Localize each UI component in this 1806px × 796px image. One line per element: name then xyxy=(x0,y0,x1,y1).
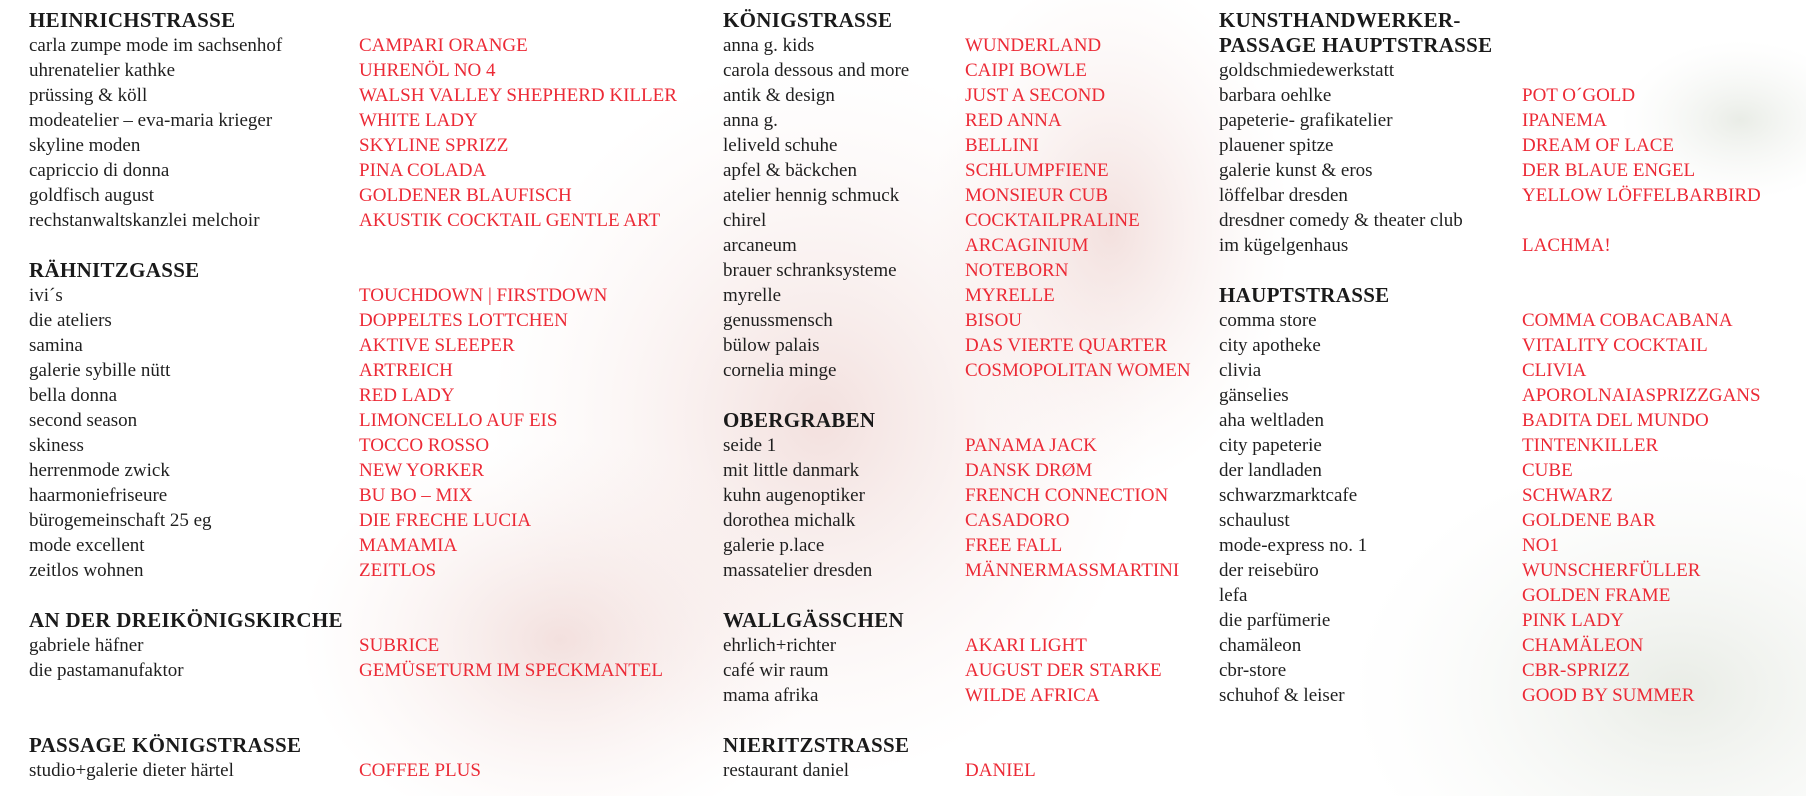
shop-name: die ateliers xyxy=(29,310,112,331)
shop-name: city papeterie xyxy=(1219,435,1322,456)
shop-name: carla zumpe mode im sachsenhof xyxy=(29,35,283,56)
shop-name: anna g. xyxy=(723,110,778,131)
list-item xyxy=(723,758,1191,783)
drink-name: RED LADY xyxy=(359,385,455,406)
section-hauptstrasse xyxy=(1219,283,1761,708)
list-item xyxy=(29,283,677,308)
section-an-der-dreikoenigskirche xyxy=(29,608,677,683)
drink-name: COMMA COBACABANA xyxy=(1522,310,1733,331)
shop-name: skyline moden xyxy=(29,135,141,156)
shop-name: brauer schranksysteme xyxy=(723,260,897,281)
list-item xyxy=(29,633,677,658)
drink-name: APOROLNAIASPRIZZGANS xyxy=(1522,385,1761,406)
list-item xyxy=(29,658,677,683)
drink-name: DANIEL xyxy=(965,760,1036,781)
column-right xyxy=(1219,8,1761,708)
shop-name: rechstanwaltskanzlei melchoir xyxy=(29,210,260,231)
list-item xyxy=(723,208,1191,233)
shop-name: herrenmode zwick xyxy=(29,460,170,481)
drink-name: MYRELLE xyxy=(965,285,1055,306)
drink-name: NEW YORKER xyxy=(359,460,485,481)
list-item xyxy=(1219,108,1761,133)
shop-name: samina xyxy=(29,335,83,356)
column-middle xyxy=(723,8,1191,783)
shop-name: papeterie- grafikatelier xyxy=(1219,110,1393,131)
shop-name: bella donna xyxy=(29,385,118,406)
section-title: AN DER DREIKÖNIGSKIRCHE xyxy=(29,608,343,632)
shop-name: zeitlos wohnen xyxy=(29,560,144,581)
list-item xyxy=(1219,183,1761,208)
shop-name: bülow palais xyxy=(723,335,820,356)
list-item xyxy=(723,658,1191,683)
section-heinrichstrasse xyxy=(29,8,677,233)
section-title: OBERGRABEN xyxy=(723,408,876,432)
list-item xyxy=(1219,658,1761,683)
shop-name: cornelia minge xyxy=(723,360,837,381)
drink-name: RED ANNA xyxy=(965,110,1062,131)
list-item xyxy=(1219,633,1761,658)
shop-name: schuhof & leiser xyxy=(1219,685,1345,706)
shop-name: myrelle xyxy=(723,285,782,306)
drink-name: GOLDENE BAR xyxy=(1522,510,1656,531)
list-item xyxy=(723,683,1191,708)
list-item xyxy=(1219,608,1761,633)
list-item xyxy=(1219,683,1761,708)
section-koenigstrasse xyxy=(723,8,1191,383)
list-item xyxy=(723,308,1191,333)
list-item xyxy=(723,433,1191,458)
list-item xyxy=(1219,133,1761,158)
drink-name: DAS VIERTE QUARTER xyxy=(965,335,1168,356)
section-passage-koenigstrasse xyxy=(29,733,677,783)
drink-name: WUNDERLAND xyxy=(965,35,1102,56)
drink-name: WUNSCHERFÜLLER xyxy=(1522,560,1701,581)
drink-name: FREE FALL xyxy=(965,535,1063,556)
list-item xyxy=(723,508,1191,533)
list-item xyxy=(1219,358,1761,383)
drink-name: AKARI LIGHT xyxy=(965,635,1087,656)
shop-name: galerie p.lace xyxy=(723,535,825,556)
shop-name: skiness xyxy=(29,435,84,456)
drink-name: CUBE xyxy=(1522,460,1573,481)
list-item xyxy=(29,158,677,183)
shop-name: comma store xyxy=(1219,310,1317,331)
drink-name: DANSK DRØM xyxy=(965,460,1093,481)
list-item xyxy=(723,483,1191,508)
shop-name: clivia xyxy=(1219,360,1262,381)
list-item xyxy=(723,258,1191,283)
shop-name: schwarzmarktcafe xyxy=(1219,485,1358,506)
shop-name: city apotheke xyxy=(1219,335,1321,356)
shop-name: lefa xyxy=(1219,585,1248,606)
drink-name: TOCCO ROSSO xyxy=(359,435,490,456)
drink-name: SKYLINE SPRIZZ xyxy=(359,135,509,156)
list-item xyxy=(29,533,677,558)
section-title: PASSAGE KÖNIGSTRASSE xyxy=(29,733,302,757)
section-title: KÖNIGSTRASSE xyxy=(723,8,893,32)
shop-name: apfel & bäckchen xyxy=(723,160,857,181)
list-item xyxy=(723,283,1191,308)
drink-name: WALSH VALLEY SHEPHERD KILLER xyxy=(359,85,677,106)
shop-name: ivi´s xyxy=(29,285,63,306)
list-item xyxy=(1219,383,1761,408)
shop-name: ehrlich+richter xyxy=(723,635,837,656)
shop-name: mode excellent xyxy=(29,535,145,556)
drink-name: CAIPI BOWLE xyxy=(965,60,1087,81)
shop-name: atelier hennig schmuck xyxy=(723,185,900,206)
drink-name: COSMOPOLITAN WOMEN xyxy=(965,360,1191,381)
shop-name: bürogemeinschaft 25 eg xyxy=(29,510,212,531)
drink-name: ARTREICH xyxy=(359,360,453,381)
shop-name: galerie kunst & eros xyxy=(1219,160,1373,181)
list-item xyxy=(29,33,677,58)
list-item xyxy=(1219,308,1761,333)
shop-name: modeatelier – eva-maria krieger xyxy=(29,110,273,131)
shop-name: barbara oehlke xyxy=(1219,85,1332,106)
drink-name: IPANEMA xyxy=(1522,110,1607,131)
drink-name: VITALITY COCKTAIL xyxy=(1522,335,1708,356)
drink-name: UHRENÖL NO 4 xyxy=(359,60,496,81)
list-item xyxy=(723,333,1191,358)
shop-name: chirel xyxy=(723,210,767,231)
shop-name: der reisebüro xyxy=(1219,560,1319,581)
column-left xyxy=(29,8,677,783)
shop-name: goldfisch august xyxy=(29,185,155,206)
drink-name: SUBRICE xyxy=(359,635,440,656)
shop-name: plauener spitze xyxy=(1219,135,1334,156)
drink-name: COCKTAILPRALINE xyxy=(965,210,1140,231)
drink-name: WHITE LADY xyxy=(359,110,478,131)
drink-name: LIMONCELLO AUF EIS xyxy=(359,410,558,431)
shop-name: restaurant daniel xyxy=(723,760,850,781)
list-item xyxy=(1219,508,1761,533)
list-item xyxy=(29,358,677,383)
list-item xyxy=(1219,558,1761,583)
drink-name: AUGUST DER STARKE xyxy=(965,660,1162,681)
list-item xyxy=(29,133,677,158)
list-item xyxy=(723,233,1191,258)
shop-name: mama afrika xyxy=(723,685,819,706)
list-item xyxy=(29,408,677,433)
shop-name: anna g. kids xyxy=(723,35,815,56)
list-item xyxy=(29,508,677,533)
list-item xyxy=(29,433,677,458)
drink-name: GOLDEN FRAME xyxy=(1522,585,1671,606)
shop-name: kuhn augenoptiker xyxy=(723,485,865,506)
list-item xyxy=(1219,208,1761,233)
section-obergraben xyxy=(723,408,1191,583)
shop-name: die pastamanufaktor xyxy=(29,660,184,681)
drink-name: JUST A SECOND xyxy=(965,85,1106,106)
drink-name: ARCAGINIUM xyxy=(965,235,1089,256)
drink-name: DOPPELTES LOTTCHEN xyxy=(359,310,568,331)
list-item xyxy=(29,483,677,508)
drink-name: NO1 xyxy=(1522,535,1559,556)
shop-name: prüssing & köll xyxy=(29,85,148,106)
list-item xyxy=(29,308,677,333)
drink-name: DIE FRECHE LUCIA xyxy=(359,510,532,531)
list-item xyxy=(723,58,1191,83)
drink-name: ZEITLOS xyxy=(359,560,437,581)
shop-name: second season xyxy=(29,410,138,431)
shop-name: café wir raum xyxy=(723,660,829,681)
list-item xyxy=(1219,433,1761,458)
drink-name: MONSIEUR CUB xyxy=(965,185,1109,206)
list-item xyxy=(1219,483,1761,508)
list-item xyxy=(29,83,677,108)
shop-name: haarmoniefriseure xyxy=(29,485,168,506)
drink-name: GOOD BY SUMMER xyxy=(1522,685,1695,706)
shop-name: carola dessous and more xyxy=(723,60,910,81)
drink-name: SCHWARZ xyxy=(1522,485,1613,506)
drink-name: GEMÜSETURM IM SPECKMANTEL xyxy=(359,660,664,681)
list-item xyxy=(723,33,1191,58)
drink-name: CBR-SPRIZZ xyxy=(1522,660,1630,681)
shop-name: mode-express no. 1 xyxy=(1219,535,1368,556)
section-title: HAUPTSTRASSE xyxy=(1219,283,1390,307)
list-item xyxy=(723,633,1191,658)
drink-name: AKTIVE SLEEPER xyxy=(359,335,515,356)
list-item xyxy=(29,558,677,583)
list-item xyxy=(723,458,1191,483)
list-item xyxy=(29,383,677,408)
shop-name: schaulust xyxy=(1219,510,1290,531)
shop-name: goldschmiedewerkstatt xyxy=(1219,60,1395,81)
list-item xyxy=(29,108,677,133)
drink-name: COFFEE PLUS xyxy=(359,760,481,781)
shop-name: dorothea michalk xyxy=(723,510,856,531)
shop-name: antik & design xyxy=(723,85,835,106)
list-item xyxy=(29,183,677,208)
list-item xyxy=(723,83,1191,108)
section-raehnitzgasse xyxy=(29,258,677,583)
drink-name: BU BO – MIX xyxy=(359,485,473,506)
shop-name: löffelbar dresden xyxy=(1219,185,1348,206)
list-item xyxy=(723,358,1191,383)
list-item xyxy=(723,108,1191,133)
drink-name: PINK LADY xyxy=(1522,610,1624,631)
drink-name: WILDE AFRICA xyxy=(965,685,1100,706)
drink-name: TOUCHDOWN | FIRSTDOWN xyxy=(359,285,608,306)
section-title: HEINRICHSTRASSE xyxy=(29,8,236,32)
shop-name: studio+galerie dieter härtel xyxy=(29,760,234,781)
list-item xyxy=(723,183,1191,208)
shop-name: gabriele häfner xyxy=(29,635,144,656)
section-kunsthandwerker-passage xyxy=(1219,8,1761,258)
list-item xyxy=(723,558,1191,583)
list-item xyxy=(1219,58,1761,83)
section-nieritzstrasse xyxy=(723,733,1191,783)
shop-name: seide 1 xyxy=(723,435,777,456)
shop-name: capriccio di donna xyxy=(29,160,170,181)
shop-name: der landladen xyxy=(1219,460,1322,481)
shop-name: cbr-store xyxy=(1219,660,1287,681)
drink-name: DREAM OF LACE xyxy=(1522,135,1675,156)
drink-name: BISOU xyxy=(965,310,1023,331)
drink-name: AKUSTIK COCKTAIL GENTLE ART xyxy=(359,210,661,231)
list-item xyxy=(29,458,677,483)
shop-name: die parfümerie xyxy=(1219,610,1331,631)
drink-name: CLIVIA xyxy=(1522,360,1587,381)
section-title-line-1: KUNSTHANDWERKER- xyxy=(1219,8,1461,32)
drink-name: LACHMA! xyxy=(1522,235,1611,256)
shop-name: aha weltladen xyxy=(1219,410,1324,431)
shop-name: im kügelgenhaus xyxy=(1219,235,1349,256)
list-item xyxy=(1219,158,1761,183)
drink-name: PINA COLADA xyxy=(359,160,487,181)
shop-name: galerie sybille nütt xyxy=(29,360,171,381)
drink-name: MAMAMIA xyxy=(359,535,458,556)
drink-name: TINTENKILLER xyxy=(1522,435,1659,456)
shop-name: arcaneum xyxy=(723,235,797,256)
shop-name: mit little danmark xyxy=(723,460,860,481)
list-item xyxy=(1219,408,1761,433)
section-title-line-2: PASSAGE HAUPTSTRASSE xyxy=(1219,33,1493,57)
section-title: RÄHNITZGASSE xyxy=(29,258,200,282)
drink-name: MÄNNERMASSMARTINI xyxy=(965,560,1180,581)
shop-name: uhrenatelier kathke xyxy=(29,60,176,81)
list-item xyxy=(1219,458,1761,483)
shop-name: chamäleon xyxy=(1219,635,1302,656)
drink-name: GOLDENER BLAUFISCH xyxy=(359,185,572,206)
section-title: NIERITZSTRASSE xyxy=(723,733,910,757)
list-item xyxy=(723,533,1191,558)
drink-name: BELLINI xyxy=(965,135,1039,156)
shop-name: dresdner comedy & theater club xyxy=(1219,210,1463,231)
list-item xyxy=(1219,233,1761,258)
list-item xyxy=(723,133,1191,158)
drink-name: YELLOW LÖFFELBARBIRD xyxy=(1522,185,1761,206)
shop-name: gänselies xyxy=(1219,385,1289,406)
drink-name: DER BLAUE ENGEL xyxy=(1522,160,1696,181)
list-item xyxy=(723,158,1191,183)
drink-name: CASADORO xyxy=(965,510,1070,531)
drink-name: PANAMA JACK xyxy=(965,435,1097,456)
section-wallgaesschen xyxy=(723,608,1191,708)
list-item xyxy=(29,333,677,358)
section-title: WALLGÄSSCHEN xyxy=(723,608,904,632)
drink-name: CHAMÄLEON xyxy=(1522,635,1644,656)
list-item xyxy=(29,758,677,783)
list-item xyxy=(29,208,677,233)
drink-name: FRENCH CONNECTION xyxy=(965,485,1169,506)
list-item xyxy=(1219,333,1761,358)
drink-name: CAMPARI ORANGE xyxy=(359,35,528,56)
list-item xyxy=(1219,83,1761,108)
list-item xyxy=(29,58,677,83)
shop-name: leliveld schuhe xyxy=(723,135,838,156)
drink-name: BADITA DEL MUNDO xyxy=(1522,410,1709,431)
list-item xyxy=(1219,583,1761,608)
drink-name: POT O´GOLD xyxy=(1522,85,1636,106)
shop-name: genussmensch xyxy=(723,310,833,331)
drink-name: SCHLUMPFIENE xyxy=(965,160,1109,181)
drink-name: NOTEBORN xyxy=(965,260,1069,281)
list-item xyxy=(1219,533,1761,558)
shop-name: massatelier dresden xyxy=(723,560,873,581)
